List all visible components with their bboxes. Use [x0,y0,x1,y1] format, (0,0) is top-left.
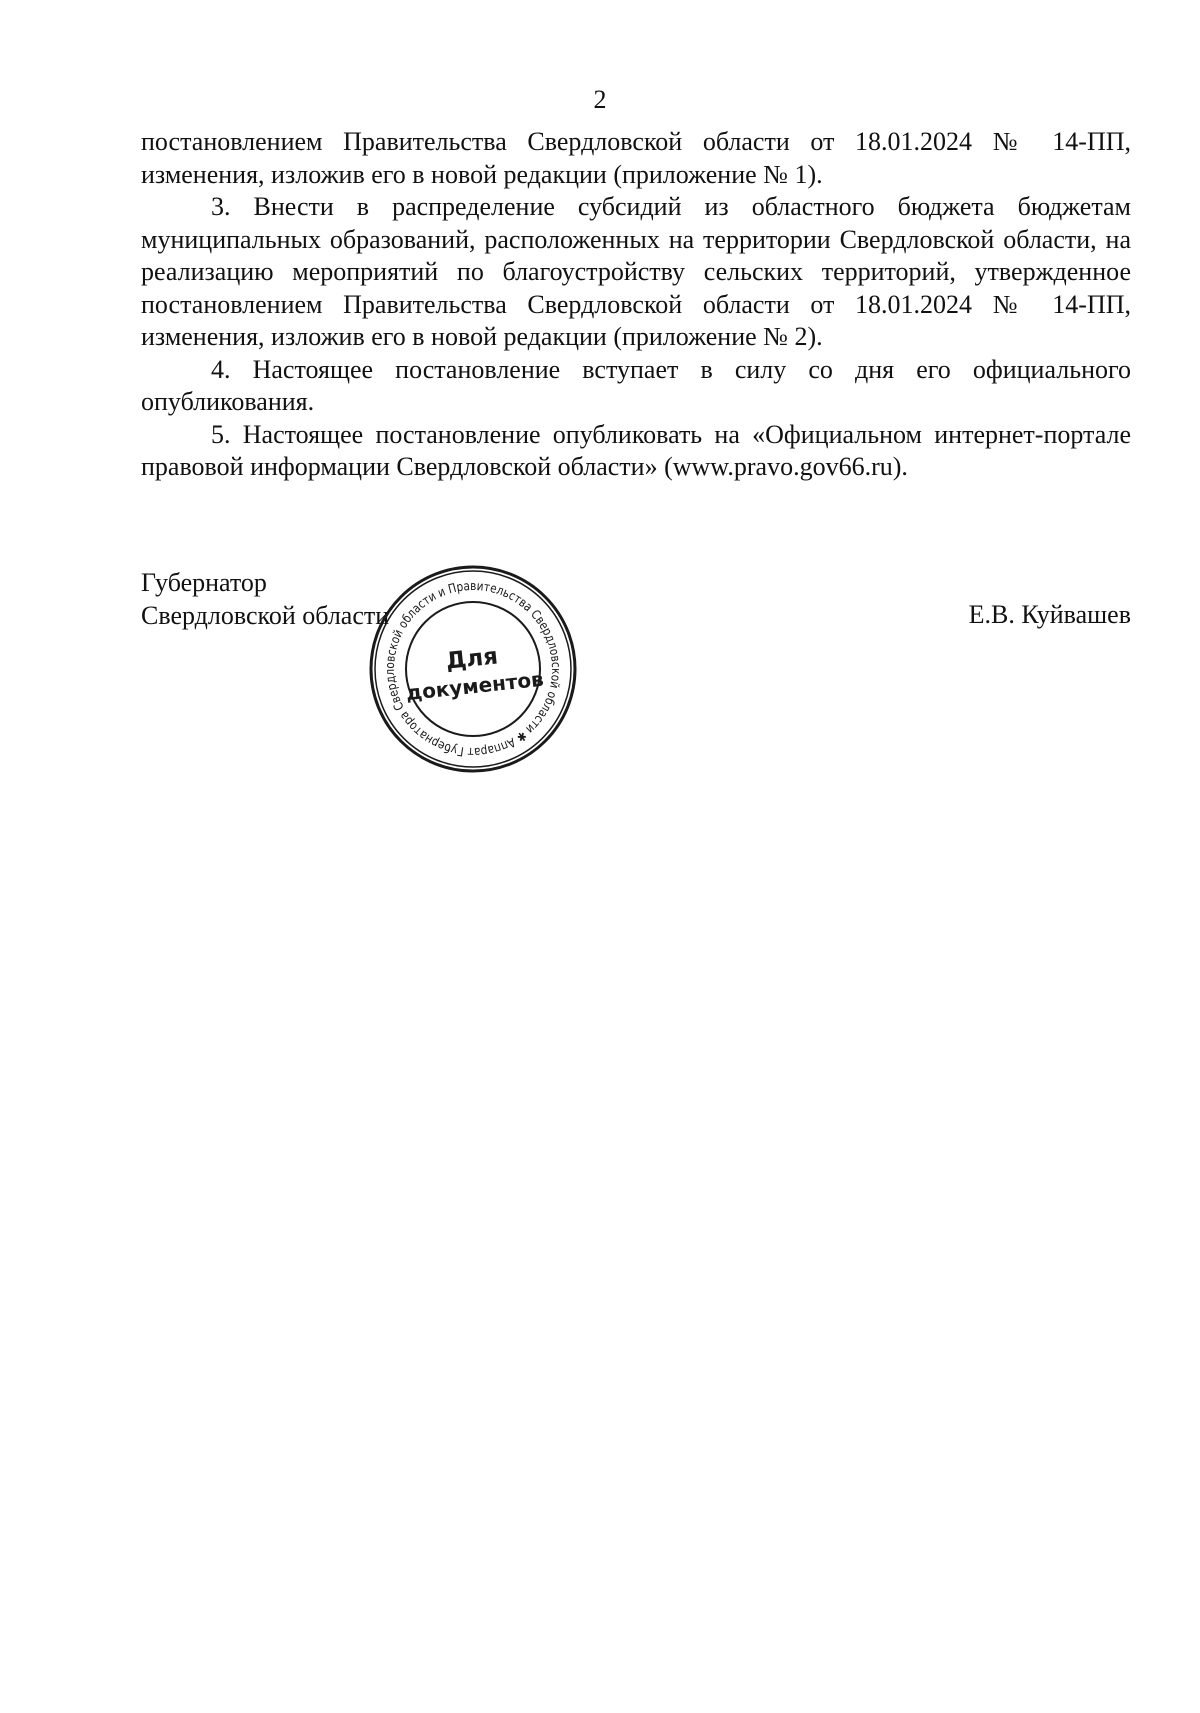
signature-block [141,567,1131,637]
stamp-center-line-1: Для [444,643,500,675]
paragraph-continuation: постановлением Правительства Свердловской области от 18.01.2024 № 14-ПП, изменения, изложив его в новой редакции (приложение № 1). [141,127,1131,189]
stamp-ring-text: Аппарат Губернатора Свердловской области и Правительства Свердловской области ✱ [381,577,565,761]
paragraph-item-5: 5. Настоящее постановление опубликовать на «Официальном интернет-портале правовой информации Свердловской области» (www.pravo.gov66.ru). [141,419,1131,481]
stamp-center-line-2: документов [404,666,545,706]
paragraph-item-3: 3. Внести в распределение субсидий из областного бюджета бюджетам муниципальных образований, расположенных на территории Свердловской области, на реализацию мероприятий по благоустройству сельских территорий, утвержденное постановлением Правительства Свердловской области от 18.01.2024 № 14-ПП, изменения, изложив его в новой редакции (приложение № 2). [141,192,1131,351]
signatory-title-line-1: Губернатор [141,568,267,597]
paragraph-item-4: 4. Настоящее постановление вступает в силу со дня его официального опубликования. [141,354,1131,416]
official-stamp [367,563,579,775]
signatory-title [141,567,389,632]
signatory-title-line-2: Свердловской области [141,600,390,630]
stamp-seal-graphic [367,563,579,775]
signatory-name: Е.В. Куйвашев [968,600,1131,629]
page-number: 2 [593,85,607,114]
document-body [141,126,1131,484]
